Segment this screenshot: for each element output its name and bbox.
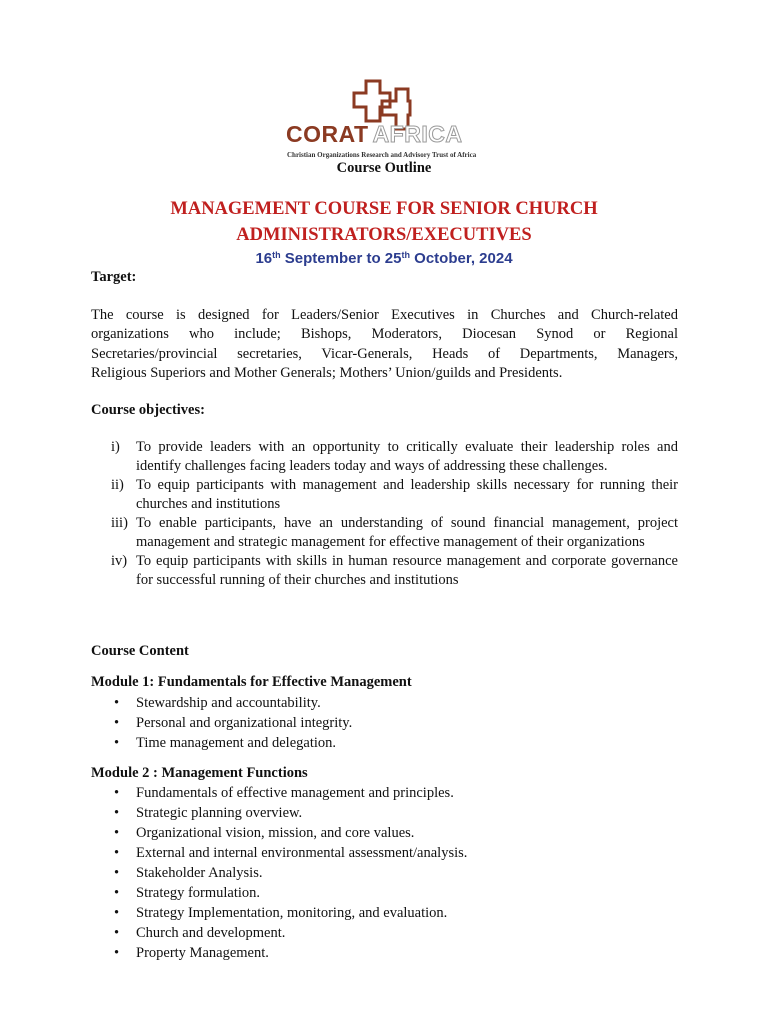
- list-item-text: Stakeholder Analysis.: [136, 865, 263, 881]
- objective-item: [111, 514, 678, 552]
- objective-item: [111, 552, 678, 590]
- course-content-heading: Course Content: [91, 643, 189, 659]
- page-title-line-1: MANAGEMENT COURSE FOR SENIOR CHURCH: [170, 199, 598, 219]
- list-item: [112, 923, 672, 943]
- objective-text: To equip participants with management and leadership skills necessary for running their churches and institutions: [136, 477, 678, 512]
- list-item: [112, 823, 672, 843]
- module-2-list: [112, 783, 672, 963]
- module-1-heading: Module 1: Fundamentals for Effective Management: [91, 674, 412, 690]
- course-outline-label: Course Outline: [336, 160, 432, 176]
- module-1-list: [112, 693, 672, 753]
- page-title-line-2: ADMINISTRATORS/EXECUTIVES: [236, 225, 532, 245]
- objective-number: iii): [111, 515, 128, 531]
- list-item-text: Property Management.: [136, 945, 269, 961]
- start-day-suffix: th: [272, 250, 281, 260]
- bullet: •: [114, 885, 120, 901]
- list-item-text: Strategy formulation.: [136, 885, 261, 901]
- objective-text: To equip participants with skills in human resource management and corporate governance for successful running of their churches and institutions: [136, 553, 678, 588]
- objectives-heading: Course objectives:: [91, 402, 205, 418]
- module-2-heading: Module 2 : Management Functions: [91, 765, 308, 781]
- logo-name-africa: AFRICA: [372, 121, 463, 147]
- list-item: [112, 713, 672, 733]
- start-day: 16: [255, 250, 273, 267]
- end-day-suffix: th: [401, 250, 410, 260]
- list-item-text: Personal and organizational integrity.: [136, 715, 353, 731]
- objective-text: To enable participants, have an understanding of sound financial management, project management and strategic management for effective management of their organizations: [136, 515, 678, 550]
- target-line: organizations who include; Bishops, Moderators, Diocesan Synod or Regional: [91, 326, 678, 343]
- list-item-text: Church and development.: [136, 925, 286, 941]
- list-item: [112, 943, 672, 963]
- bullet: •: [114, 945, 120, 961]
- objective-item: [111, 438, 678, 476]
- target-line: The course is designed for Leaders/Senior Executives in Churches and Church-related: [91, 307, 678, 323]
- bullet: •: [114, 845, 120, 861]
- logo-subtitle: Christian Organizations Research and Advisory Trust of Africa: [287, 151, 477, 159]
- target-line: Secretaries/provincial secretaries, Vicar-Generals, Heads of Departments, Managers,: [91, 345, 678, 362]
- bullet: •: [114, 825, 120, 841]
- list-item: [112, 863, 672, 883]
- list-item: [112, 903, 672, 923]
- list-item-text: External and internal environmental assessment/analysis.: [136, 845, 468, 861]
- objectives-list: [111, 438, 678, 590]
- bullet: •: [114, 715, 120, 731]
- list-item: [112, 803, 672, 823]
- objective-number: iv): [111, 553, 128, 569]
- logo-name-corat: CORAT: [286, 121, 369, 147]
- objective-number: ii): [111, 477, 124, 493]
- list-item-text: Strategic planning overview.: [136, 805, 303, 821]
- course-dates: [0, 250, 768, 267]
- target-paragraph: [91, 306, 678, 383]
- bullet: •: [114, 865, 120, 881]
- bullet: •: [114, 905, 120, 921]
- bullet: •: [114, 805, 120, 821]
- bullet: •: [114, 695, 120, 711]
- objective-number: i): [111, 439, 120, 455]
- list-item-text: Fundamentals of effective management and principles.: [136, 785, 454, 801]
- list-item: [112, 843, 672, 863]
- list-item: [112, 693, 672, 713]
- bullet: •: [114, 925, 120, 941]
- objective-text: To provide leaders with an opportunity to critically evaluate their leadership roles and identify challenges facing leaders today and ways of addressing these challenges.: [136, 439, 678, 474]
- list-item-text: Strategy Implementation, monitoring, and evaluation.: [136, 905, 448, 921]
- list-item-text: Stewardship and accountability.: [136, 695, 321, 711]
- list-item: [112, 783, 672, 803]
- list-item: [112, 733, 672, 753]
- end-date: October, 2024: [410, 250, 513, 267]
- bullet: •: [114, 785, 120, 801]
- target-heading: Target:: [91, 269, 137, 285]
- target-line: Religious Superiors and Mother Generals; Mothers’ Union/guilds and Presidents.: [91, 364, 563, 381]
- bullet: •: [114, 735, 120, 751]
- list-item: [112, 883, 672, 903]
- logo-wordmark: [286, 121, 462, 148]
- list-item-text: Organizational vision, mission, and core values.: [136, 825, 415, 841]
- objective-item: [111, 476, 678, 514]
- date-range-middle: September to 25: [280, 250, 402, 267]
- list-item-text: Time management and delegation.: [136, 735, 336, 751]
